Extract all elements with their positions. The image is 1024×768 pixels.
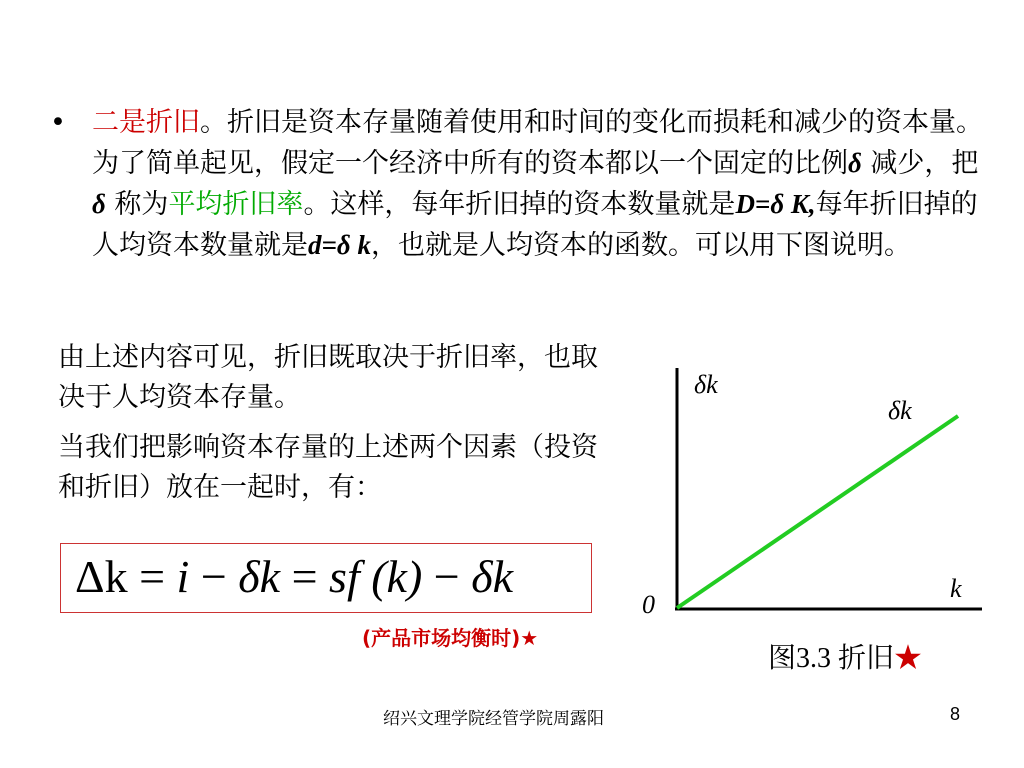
highlight-average-depreciation-rate: 平均折旧率 [168, 189, 304, 220]
formula-depreciation-2: δk [471, 551, 514, 602]
side-text-1: 由上述内容可见，折旧既取决于折旧率，也取决于人均资本存量。 [58, 342, 598, 413]
delta-symbol-1: δ [848, 148, 862, 178]
figure-caption [768, 636, 922, 676]
paragraph-text-4: 。这样，每年折旧掉的资本数量就是 [303, 189, 736, 220]
formula-total-depreciation: D=δ K, [735, 189, 816, 219]
formula-equals-2: = [280, 551, 330, 602]
depreciation-line [677, 416, 958, 608]
graph-svg [640, 360, 1000, 630]
y-axis-label: δk [694, 370, 718, 399]
formula-k-arg: (k) [359, 551, 423, 602]
formula-investment: i [176, 551, 190, 602]
market-equilibrium-note [362, 622, 538, 651]
paragraph-body [92, 102, 990, 266]
line-label: δk [888, 396, 912, 425]
capital-accumulation-formula [75, 550, 513, 603]
star-icon: ★ [894, 643, 923, 674]
highlight-depreciation-heading: 二是折旧 [92, 107, 200, 138]
paragraph-text-5: 每年折旧掉的人均资本数量就是 [92, 189, 978, 261]
depreciation-graph [640, 360, 1000, 634]
formula-depreciation-1: δk [238, 551, 281, 602]
main-paragraph [50, 102, 990, 266]
formula-equals-1: = [127, 551, 177, 602]
star-icon: ★ [520, 626, 539, 650]
side-text-2: 当我们把影响资本存量的上述两个因素（投资和折旧）放在一起时，有： [58, 432, 598, 503]
origin-label: 0 [642, 590, 655, 619]
bullet-marker: • [50, 107, 66, 138]
delta-symbol-2: δ [92, 189, 106, 219]
formula-box [60, 543, 592, 613]
formula-minus-1: − [189, 551, 239, 602]
note-text: (产品市场均衡时) [362, 626, 521, 650]
x-axis-label: k [950, 574, 962, 603]
paragraph-text-3: 称为 [105, 189, 169, 220]
page-number: 8 [950, 704, 961, 724]
formula-minus-2: − [422, 551, 472, 602]
footer-author: 绍兴文理学院经管学院周露阳 [383, 709, 604, 729]
caption-text: 图3.3 折旧 [768, 643, 895, 674]
paragraph-text-6: ，也就是人均资本的函数。可以用下图说明。 [370, 230, 911, 261]
formula-sf: sf [329, 551, 360, 602]
paragraph-text-1: 。折旧是资本存量随着使用和时间的变化而损耗和减少的资本量。为了简单起见，假定一个经济中所有的资本都以一个固定的比例 [92, 107, 983, 179]
formula-per-capita-depreciation: d=δ k [308, 230, 371, 260]
formula-delta-k: Δk [75, 551, 128, 602]
paragraph-text-2: 减少，把 [861, 148, 979, 179]
